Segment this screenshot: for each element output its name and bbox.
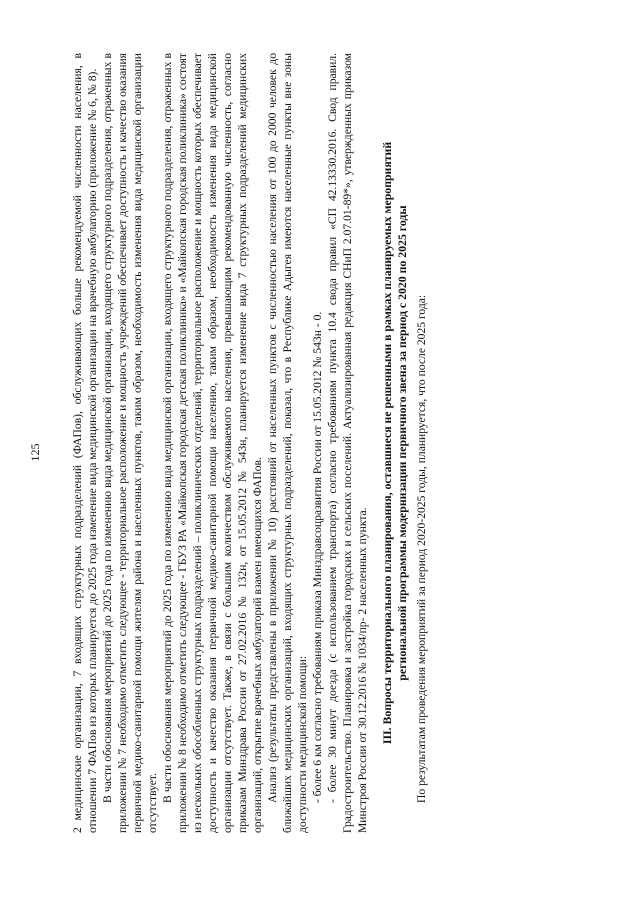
closing-paragraph: По результатам проведения мероприятий за период 2020-2025 годы, планируется, что после 2025 года:: [415, 294, 428, 803]
section-heading-line-2: региональной программы модернизации первичного звена за период с 2020 по 2025 годы: [395, 205, 409, 681]
section-heading-line-1: III. Вопросы территориального планирования, оставшиеся не решенными в рамках планируемых мероприятий: [380, 141, 394, 745]
paragraph-4: Анализ (результаты представлены в приложении № 10) расстояний от населенных пунктов с численностью населения от 100 до 2000 человек до ближайших медицинских организаций, входящих структурных подразделений, показал, что в Республике Адыгея имеются населенные пункты вне зоны доступности медицинской помощи:: [266, 53, 309, 833]
section-heading: [380, 53, 410, 833]
page-number: 125: [28, 443, 42, 462]
paragraph-3: В части обоснования мероприятий до 2025 года по изменению вида медицинской организации, входящего структурного подразделения, отраженных в приложении № 8 необходимо отметить следующее - ГБУЗ РА «Майкопская городская детская поликлиника» и «Майкопская городская поликлиника» состоят из нескольких обособленных структурных подразделений – поликлинических отделений, территориальное расположение и мощность которых обеспечивает доступность и качество оказания первичной медико-санитарной помощи населению, таким образом, необходимость изменения вида медицинской организации отсутствует. Также, в связи с большим количеством обслуживаемого населения, превышающим рекомендованную численность, согласно приказам Минздрава России от 27.02.2016 № 132н, от 15.05.2012 № 543н, планируется изменение вида 7 структурных подразделений медицинских организаций, открытие врачебных амбулаторий взамен имеющихся ФАПов.: [161, 53, 264, 833]
paragraph-2: В части обоснования мероприятий до 2025 года по изменению вида медицинской организации, входящего структурного подразделения, отраженных в приложении № 7 необходимо отметить следующее - территориальное расположение и мощность учреждений обеспечивает доступность и качество оказания первичной медико-санитарной помощи жителям района и населенных пунктов, таким образом, необходимость изменения вида медицинской организации отсутствует.: [101, 53, 159, 833]
paragraph-1: 2 медицинские организации, 7 входящих структурных подразделений (ФАПов), обслуживающих больше рекомендуемой численности населения, в отношении 7 ФАПов из которых планируется до 2025 года изменение вида медицинской организации на врачебную амбулаторию (приложение № 6, № 8).: [71, 53, 99, 833]
document-body: [70, 53, 429, 833]
list-item-distance: - более 6 км согласно требованиям приказа Минздравсоцразвития России от 15.05.2012 № 543н - 0.: [311, 311, 324, 803]
list-item-travel-time: - более 30 минут доезда (с использованием транспорта) согласно требованиям пункта 10.4 свода правил «СП 42.13330.2016. Свод правил. Градостроительство. Планировка и застройка городских и сельских поселений. Актуализированная редакция СНиП 2.07.01-89*», утвержденных приказом Минстроя России от 30.12.2016 № 1034/пр- 2 населенных пункта.: [326, 53, 369, 833]
